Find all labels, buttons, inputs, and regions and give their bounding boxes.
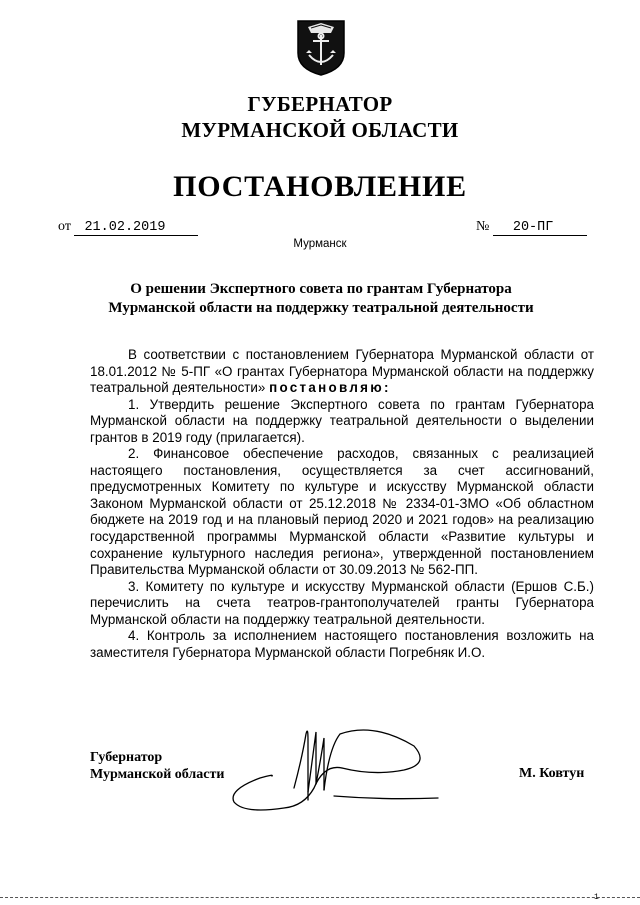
subject-line1: О решении Экспертного совета по грантам Губернатора bbox=[130, 281, 512, 297]
coat-of-arms-emblem bbox=[296, 19, 346, 77]
document-type-heading: ПОСТАНОВЛЕНИЕ bbox=[173, 170, 467, 203]
signatory-role-line2: Мурманской области bbox=[90, 767, 225, 782]
signatory-role-line1: Губернатор bbox=[90, 750, 163, 765]
number-field bbox=[476, 219, 587, 236]
signatory-role bbox=[90, 749, 224, 783]
authority-title-line2: МУРМАНСКОЙ ОБЛАСТИ bbox=[181, 118, 459, 142]
body-item-3: 3. Комитету по культуре и искусству Мурманской области (Ершов С.Б.) перечислить на счета театров-грантополучателей гранты Губернатора Мурманской области на поддержку театральной деятельности. bbox=[90, 578, 594, 627]
footer-divider bbox=[0, 897, 640, 898]
document-subject bbox=[90, 280, 552, 318]
resolve-word: постановляю: bbox=[269, 380, 391, 396]
subject-line2: Мурманской области на поддержку театральной деятельности bbox=[108, 300, 534, 316]
preamble-text: В соответствии с постановлением Губернатора Мурманской области от 18.01.2012 № 5-ПГ «О грантах Губернатора Мурманской области на поддержку театральной деятельности» bbox=[90, 347, 594, 396]
date-field bbox=[58, 219, 198, 236]
handwritten-signature bbox=[224, 718, 440, 826]
preamble-paragraph bbox=[90, 347, 594, 397]
body-item-2: 2. Финансовое обеспечение расходов, связанных с реализацией настоящего постановления, осуществляется за счет ассигнований, предусмотренных Комитету по культуре и искусству Мурманской области Законом Мурманской области от 25.12.2018 № 2334-01-ЗМО «Об областном бюджете на 2019 год и на плановый период 2020 и 2021 годов» на реализацию государственной программы Мурманской области «Развитие культуры и сохранение культурного наследия региона», утвержденной постановлением Правительства Мурманской области от 30.09.2013 № 562-ПП. bbox=[90, 446, 594, 578]
authority-title-line1: ГУБЕРНАТОР bbox=[247, 92, 393, 116]
city-label: Мурманск bbox=[293, 238, 347, 250]
date-prefix: от bbox=[58, 219, 71, 234]
signatory-name: М. Ковтун bbox=[519, 766, 585, 781]
body-item-4: 4. Контроль за исполнением настоящего постановления возложить на заместителя Губернатора Мурманской области Погребняк И.О. bbox=[90, 628, 594, 660]
document-number: 20-ПГ bbox=[493, 221, 587, 236]
body-item-1: 1. Утвердить решение Экспертного совета по грантам Губернатора Мурманской области на поддержку театральной деятельности о выделении грантов в 2019 году (прилагается). bbox=[90, 396, 594, 445]
number-prefix: № bbox=[476, 219, 490, 234]
document-body bbox=[90, 347, 594, 661]
document-date: 21.02.2019 bbox=[74, 221, 198, 236]
footer-page-mark: 1 bbox=[594, 893, 599, 902]
